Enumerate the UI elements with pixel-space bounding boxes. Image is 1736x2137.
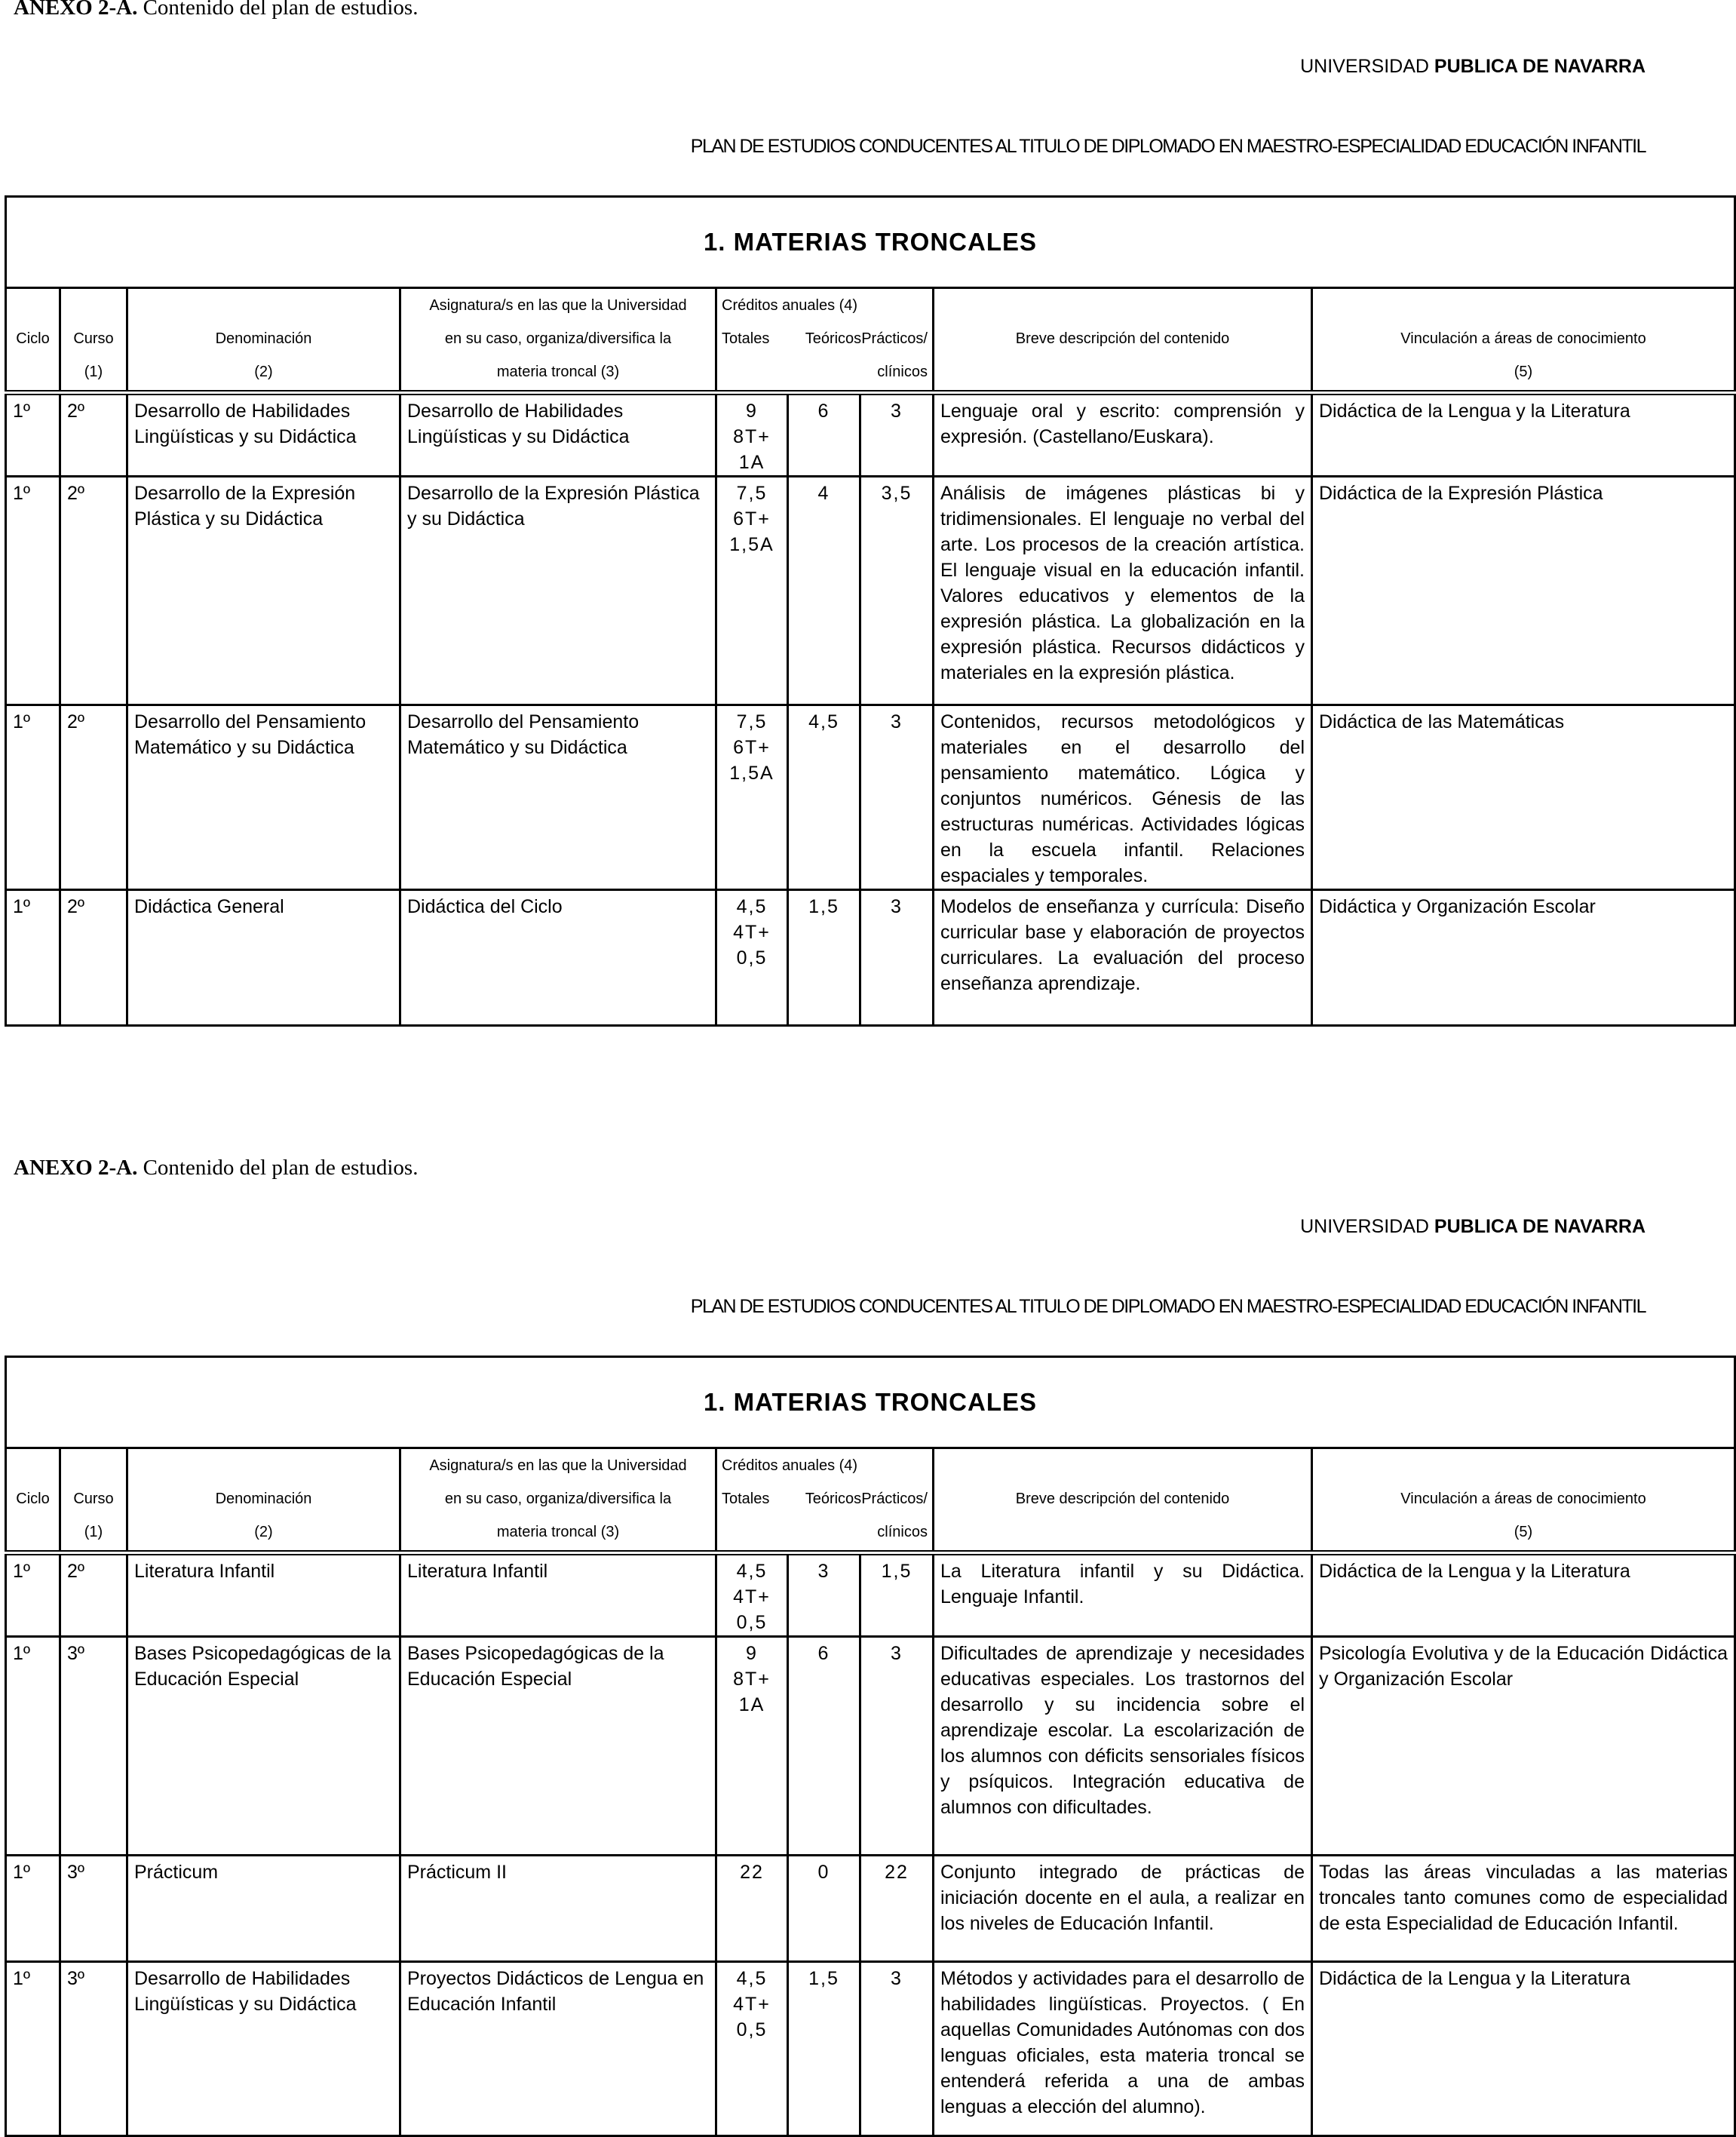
cell-ciclo: 1º — [13, 711, 31, 732]
cell-practicos: 1,5 — [881, 1561, 912, 1582]
cell-curso: 2º — [67, 1561, 85, 1582]
header-creditos: Créditos anuales (4) Totales TeóricosPrácticos/ clínicos — [722, 1457, 928, 1540]
cell-asignatura: Didáctica del Ciclo — [407, 896, 563, 917]
header-ciclo: Ciclo — [16, 330, 50, 347]
cell-denominacion: Literatura Infantil — [134, 1561, 275, 1582]
cell-denominacion: Bases Psicopedagógicas de la Educación Especial — [134, 1643, 391, 1690]
cell-teoricos: 1,5 — [808, 1968, 839, 1989]
header-creditos: Créditos anuales (4) Totales TeóricosPrácticos/ clínicos — [722, 296, 928, 380]
cell-practicos: 22 — [885, 1862, 909, 1883]
cell-teoricos: 6 — [817, 401, 830, 422]
table-row — [6, 477, 1735, 705]
annex-heading: ANEXO 2-A. Contenido del plan de estudios. — [14, 0, 419, 20]
cell-asignatura: Prácticum II — [407, 1862, 507, 1883]
section-title: 1. MATERIAS TRONCALES — [6, 1357, 1735, 1448]
cell-curso: 3º — [67, 1968, 85, 1989]
cell-vinculacion: Didáctica de la Lengua y la Literatura — [1319, 401, 1630, 422]
cell-curso: 2º — [67, 483, 85, 504]
header-descripcion: Breve descripción del contenido — [1015, 1490, 1230, 1507]
cell-practicos: 3 — [891, 401, 903, 422]
cell-descripcion: Análisis de imágenes plásticas bi y tridimensionales. El lenguaje no verbal del arte. Los procesos de la creación artística. El lenguaje visual en la educación infantil. Valores educativos y elementos de la expresión plástica. La globalización en la expresión plástica. Recursos didácticos y materiales en la expresión plástica. — [940, 483, 1305, 683]
cell-descripcion: Lenguaje oral y escrito: comprensión y expresión. (Castellano/Euskara). — [940, 401, 1305, 447]
header-descripcion: Breve descripción del contenido — [1015, 330, 1230, 347]
cell-ciclo: 1º — [13, 1968, 31, 1989]
header-vinculacion: Vinculación a áreas de conocimiento — [1400, 330, 1646, 347]
cell-totales: 7,5 6T+ 1,5A — [729, 483, 774, 555]
university-name: UNIVERSIDAD PUBLICA DE NAVARRA — [1300, 56, 1646, 77]
cell-descripcion: Modelos de enseñanza y currícula: Diseño curricular base y elaboración de proyectos curriculares. La evaluación del proceso enseñanza aprendizaje. — [940, 896, 1305, 994]
cell-asignatura: Desarrollo del Pensamiento Matemático y su Didáctica — [407, 711, 639, 758]
cell-teoricos: 0 — [817, 1862, 830, 1883]
cell-ciclo: 1º — [13, 401, 31, 422]
cell-denominacion: Desarrollo del Pensamiento Matemático y su Didáctica — [134, 711, 367, 758]
table-row — [6, 890, 1735, 1026]
table-header: Ciclo Curso (1) Denominación (2) Asignatura/s en las que la Universidad en su caso, organiza/diversifica la materia troncal (3) Créditos anuales (4) Totales TeóricosPrácticos/ clínicos Breve descripción del contenido Vinculación a áreas de conocimiento (5) — [6, 288, 1735, 393]
cell-teoricos: 3 — [817, 1561, 830, 1582]
cell-practicos: 3 — [891, 1643, 903, 1664]
cell-practicos: 3,5 — [881, 483, 912, 504]
section-title: 1. MATERIAS TRONCALES — [6, 197, 1735, 288]
cell-vinculacion: Todas las áreas vinculadas a las materias troncales tanto comunes como de especialidad de esta Especialidad de Educación Infantil. — [1319, 1862, 1728, 1934]
cell-totales: 9 8T+ 1A — [733, 1643, 771, 1715]
table-row — [6, 705, 1735, 890]
cell-vinculacion: Didáctica de la Lengua y la Literatura — [1319, 1561, 1630, 1582]
cell-totales: 22 — [740, 1862, 764, 1883]
cell-vinculacion: Psicología Evolutiva y de la Educación Didáctica y Organización Escolar — [1319, 1643, 1728, 1690]
header-denominacion: Denominación — [215, 330, 312, 347]
cell-descripcion: La Literatura infantil y su Didáctica. Lenguaje Infantil. — [940, 1561, 1305, 1607]
university-name: UNIVERSIDAD PUBLICA DE NAVARRA — [1300, 1216, 1646, 1237]
cell-totales: 9 8T+ 1A — [733, 401, 771, 473]
cell-descripcion: Métodos y actividades para el desarrollo de habilidades lingüísticas. Proyectos. ( En aquellas Comunidades Autónomas con dos lenguas oficiales, esta materia troncal se entenderá referida a una de ambas lenguas a elección del alumno). — [940, 1968, 1305, 2117]
cell-curso: 3º — [67, 1862, 85, 1883]
annex-heading: ANEXO 2-A. Contenido del plan de estudios. — [14, 1156, 419, 1180]
table-row — [6, 1637, 1735, 1856]
cell-asignatura: Proyectos Didácticos de Lengua en Educación Infantil — [407, 1968, 704, 2015]
cell-vinculacion: Didáctica y Organización Escolar — [1319, 896, 1596, 917]
cell-denominacion: Prácticum — [134, 1862, 219, 1883]
cell-curso: 3º — [67, 1643, 85, 1664]
header-asignatura: Asignatura/s en las que la Universidad en su caso, organiza/diversifica la materia troncal (3) — [429, 296, 687, 380]
cell-practicos: 3 — [891, 896, 903, 917]
cell-vinculacion: Didáctica de las Matemáticas — [1319, 711, 1565, 732]
cell-denominacion: Desarrollo de Habilidades Lingüísticas y su Didáctica — [134, 1968, 357, 2015]
header-vinculacion: Vinculación a áreas de conocimiento — [1400, 1490, 1646, 1507]
cell-asignatura: Bases Psicopedagógicas de la Educación Especial — [407, 1643, 664, 1690]
plan-title: PLAN DE ESTUDIOS CONDUCENTES AL TITULO DE DIPLOMADO EN MAESTRO-ESPECIALIDAD EDUCACIÓN INFANTIL — [690, 1296, 1646, 1317]
cell-denominacion: Desarrollo de la Expresión Plástica y su Didáctica — [134, 483, 356, 530]
curriculum-table — [5, 195, 1736, 1027]
cell-ciclo: 1º — [13, 1561, 31, 1582]
cell-curso: 2º — [67, 896, 85, 917]
curriculum-table — [5, 1356, 1736, 2137]
header-ciclo: Ciclo — [16, 1490, 50, 1507]
cell-descripcion: Dificultades de aprendizaje y necesidades educativas especiales. Los trastornos del desarrollo y su incidencia sobre el aprendizaje escolar. La escolarización de los alumnos con déficits sensoriales físicos y psíquicos. Integración educativa de alumnos con dificultades. — [940, 1643, 1305, 1818]
table-row — [6, 1962, 1735, 2136]
cell-asignatura: Literatura Infantil — [407, 1561, 548, 1582]
cell-totales: 4,5 4T+ 0,5 — [733, 1561, 771, 1633]
header-curso: Curso — [73, 1490, 114, 1507]
table-row — [6, 1856, 1735, 1962]
cell-descripcion: Conjunto integrado de prácticas de iniciación docente en el aula, a realizar en los niveles de Educación Infantil. — [940, 1862, 1305, 1934]
cell-ciclo: 1º — [13, 1643, 31, 1664]
header-curso: Curso — [73, 330, 114, 347]
table-header: Ciclo Curso (1) Denominación (2) Asignatura/s en las que la Universidad en su caso, organiza/diversifica la materia troncal (3) Créditos anuales (4) Totales TeóricosPrácticos/ clínicos Breve descripción del contenido Vinculación a áreas de conocimiento (5) — [6, 1448, 1735, 1553]
cell-teoricos: 4,5 — [808, 711, 839, 732]
cell-ciclo: 1º — [13, 896, 31, 917]
cell-descripcion: Contenidos, recursos metodológicos y materiales en el desarrollo del pensamiento matemático. Lógica y conjuntos numéricos. Génesis de las estructuras numéricas. Actividades lógicas en la escuela infantil. Relaciones espaciales y temporales. — [940, 711, 1305, 886]
plan-title: PLAN DE ESTUDIOS CONDUCENTES AL TITULO DE DIPLOMADO EN MAESTRO-ESPECIALIDAD EDUCACIÓN INFANTIL — [690, 136, 1646, 157]
table-row — [6, 1553, 1735, 1637]
cell-totales: 4,5 4T+ 0,5 — [733, 896, 771, 969]
cell-teoricos: 6 — [817, 1643, 830, 1664]
header-denominacion: Denominación — [215, 1490, 312, 1507]
cell-vinculacion: Didáctica de la Lengua y la Literatura — [1319, 1968, 1630, 1989]
cell-practicos: 3 — [891, 1968, 903, 1989]
document-page — [0, 1156, 1736, 2125]
cell-practicos: 3 — [891, 711, 903, 732]
cell-ciclo: 1º — [13, 483, 31, 504]
cell-curso: 2º — [67, 711, 85, 732]
cell-denominacion: Desarrollo de Habilidades Lingüísticas y su Didáctica — [134, 401, 357, 447]
cell-curso: 2º — [67, 401, 85, 422]
table-row — [6, 393, 1735, 477]
cell-totales: 4,5 4T+ 0,5 — [733, 1968, 771, 2040]
cell-totales: 7,5 6T+ 1,5A — [729, 711, 774, 784]
cell-asignatura: Desarrollo de la Expresión Plástica y su Didáctica — [407, 483, 700, 530]
cell-teoricos: 4 — [817, 483, 830, 504]
cell-denominacion: Didáctica General — [134, 896, 284, 917]
cell-teoricos: 1,5 — [808, 896, 839, 917]
cell-vinculacion: Didáctica de la Expresión Plástica — [1319, 483, 1603, 504]
document-page — [0, 0, 1736, 994]
cell-ciclo: 1º — [13, 1862, 31, 1883]
header-asignatura: Asignatura/s en las que la Universidad en su caso, organiza/diversifica la materia troncal (3) — [429, 1457, 687, 1540]
cell-asignatura: Desarrollo de Habilidades Lingüísticas y su Didáctica — [407, 401, 630, 447]
